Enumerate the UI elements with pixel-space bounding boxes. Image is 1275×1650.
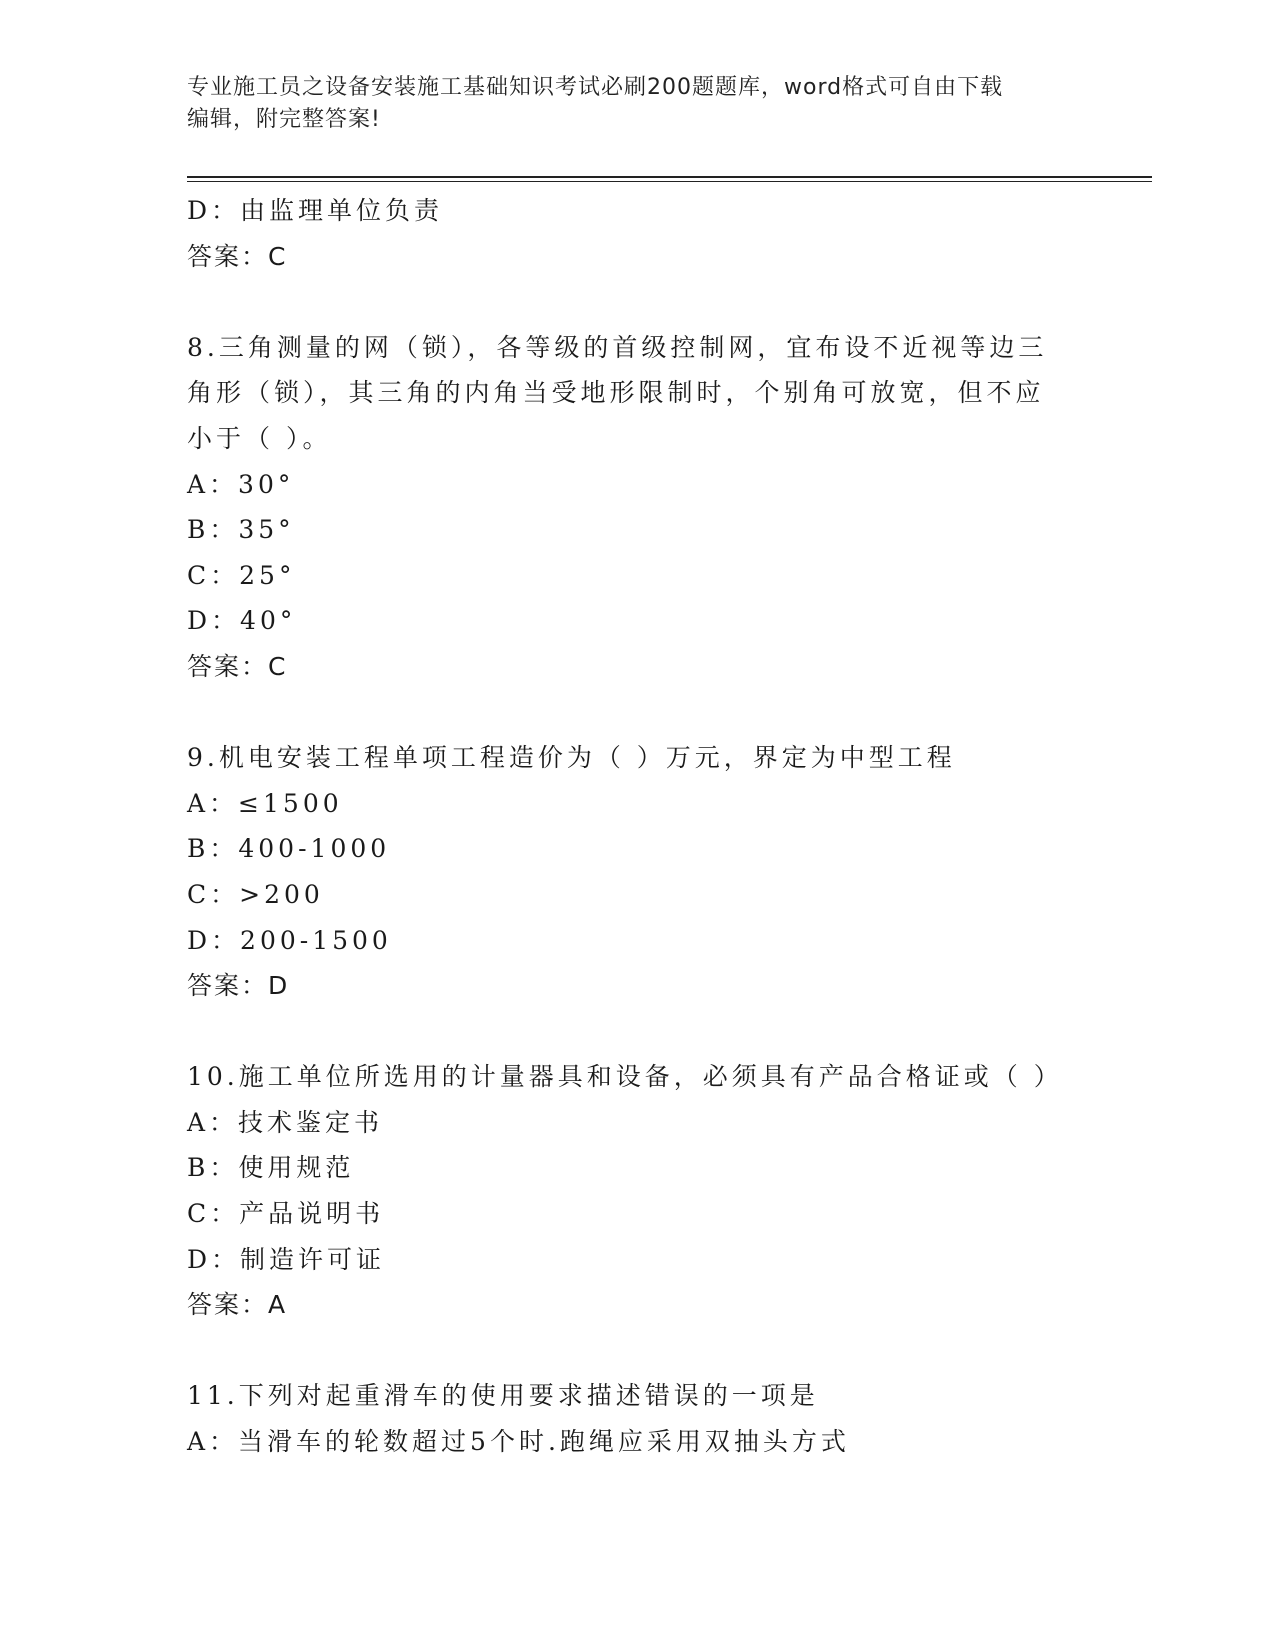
spacer <box>187 279 1087 325</box>
header-divider-thick <box>187 176 1152 178</box>
question-10-text-line-1: 10.施工单位所选用的计量器具和设备，必须具有产品合格证或（ ） <box>187 1062 1063 1092</box>
prev-question-option-d: D：由监理单位负责 <box>187 196 444 225</box>
question-8-option-a: A：30° <box>187 469 295 499</box>
question-9 <box>187 735 1087 1009</box>
question-10-option-a: A：技术鉴定书 <box>187 1107 384 1137</box>
header-divider-thin <box>187 181 1152 182</box>
question-9-answer: 答案：D <box>187 971 290 1001</box>
header-line-2: 编辑，附完整答案! <box>187 107 381 132</box>
question-8-text-line-1: 8.三角测量的网（锁），各等级的首级控制网，宜布设不近视等边三 <box>187 332 1048 362</box>
question-8-option-c: C：25° <box>187 560 296 590</box>
question-9-option-a: A：≤1500 <box>187 788 343 818</box>
question-9-option-b: B：400-1000 <box>187 834 391 864</box>
question-10-option-b: B：使用规范 <box>187 1153 355 1183</box>
question-8-text-line-2: 角形（锁），其三角的内角当受地形限制时，个别角可放宽，但不应 <box>187 378 1045 408</box>
question-8-option-d: D：40° <box>187 606 297 636</box>
question-8-text-line-3: 小于（ ）。 <box>187 423 332 453</box>
header-line-1: 专业施工员之设备安装施工基础知识考试必刷200题题库，word格式可自由下载 <box>187 75 1004 100</box>
question-content <box>187 188 1087 1465</box>
question-10-option-d: D：制造许可证 <box>187 1244 386 1274</box>
question-11 <box>187 1373 1087 1464</box>
question-10 <box>187 1054 1087 1328</box>
question-11-option-a: A：当滑车的轮数超过5个时.跑绳应采用双抽头方式 <box>187 1427 850 1457</box>
question-10-option-c: C：产品说明书 <box>187 1199 385 1229</box>
question-10-answer: 答案：A <box>187 1290 288 1320</box>
question-9-option-c: C：>200 <box>187 879 324 909</box>
question-8 <box>187 325 1087 690</box>
question-9-option-d: D：200-1500 <box>187 925 392 955</box>
document-header <box>187 72 1087 136</box>
question-8-answer: 答案：C <box>187 651 288 681</box>
question-8-option-b: B：35° <box>187 515 295 545</box>
spacer <box>187 1328 1087 1374</box>
prev-question-answer: 答案：C <box>187 241 288 271</box>
spacer <box>187 690 1087 736</box>
question-9-text-line-1: 9.机电安装工程单项工程造价为（ ）万元，界定为中型工程 <box>187 743 956 773</box>
spacer <box>187 1009 1087 1055</box>
question-11-text-line-1: 11.下列对起重滑车的使用要求描述错误的一项是 <box>187 1381 819 1411</box>
